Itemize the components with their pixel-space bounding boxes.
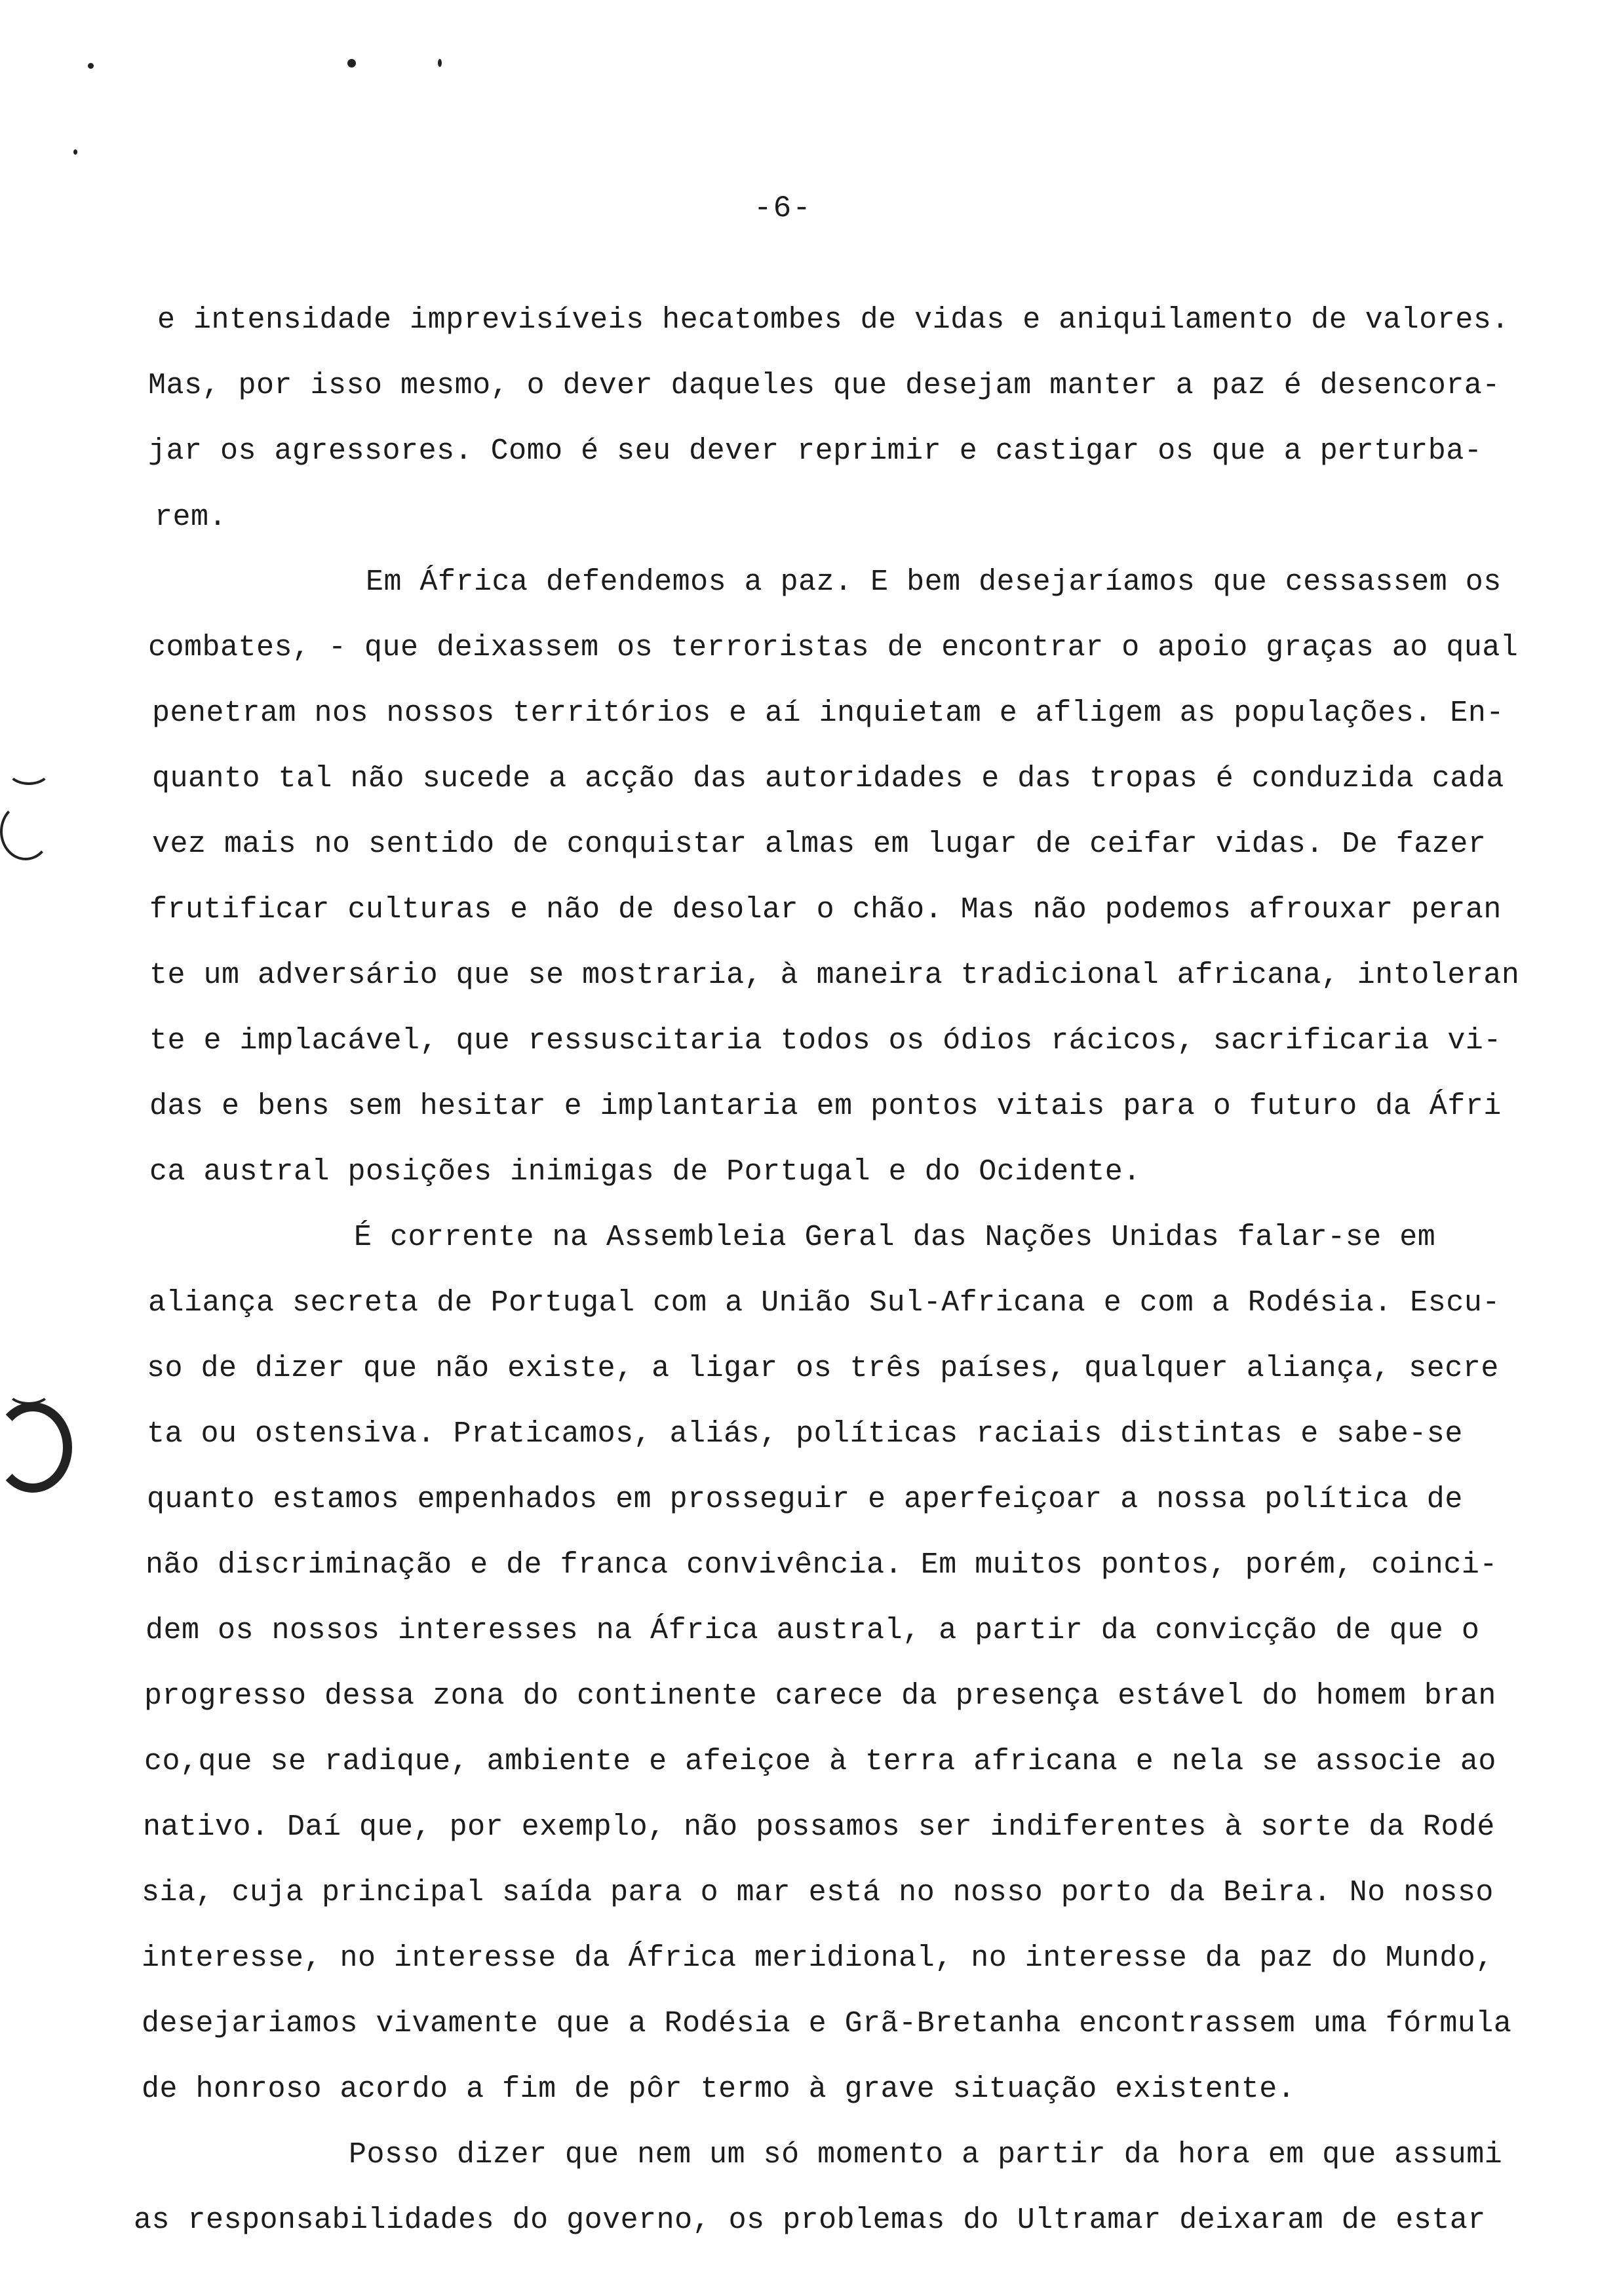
text-line: vez mais no sentido de conquistar almas em lugar de ceifar vidas. De fazer xyxy=(152,828,1487,861)
text-line: É corrente na Assembleia Geral das Nações Unidas falar-se em xyxy=(354,1221,1436,1254)
text-line: aliança secreta de Portugal com a União Sul-Africana e com a Rodésia. Escu- xyxy=(148,1286,1500,1320)
text-line: ca austral posições inimigas de Portugal e do Ocidente. xyxy=(149,1155,1141,1189)
text-line: ta ou ostensiva. Praticamos, aliás, políticas raciais distintas e sabe-se xyxy=(147,1417,1463,1451)
scan-mark xyxy=(88,63,94,69)
text-line: de honroso acordo a fim de pôr termo à grave situação existente. xyxy=(142,2073,1296,2106)
text-line: jar os agressores. Como é seu dever reprimir e castigar os que a perturba- xyxy=(148,434,1483,468)
text-line: te um adversário que se mostraria, à maneira tradicional africana, intoleran xyxy=(149,959,1520,992)
text-line: Posso dizer que nem um só momento a partir da hora em que assumi xyxy=(349,2138,1503,2172)
text-line: combates, - que deixassem os terroristas de encontrar o apoio graças ao qual xyxy=(148,631,1519,664)
text-line: desejariamos vivamente que a Rodésia e Grã-Bretanha encontrassem uma fórmula xyxy=(142,2007,1512,2040)
page-number: -6- xyxy=(754,191,812,225)
text-line: sia, cuja principal saída para o mar está no nosso porto da Beira. No nosso xyxy=(142,1876,1494,1909)
text-line: das e bens sem hesitar e implantaria em pontos vitais para o futuro da Áfri xyxy=(149,1090,1502,1123)
text-line: e intensidade imprevisíveis hecatombes de vidas e aniquilamento de valores. xyxy=(157,303,1509,337)
scan-mark xyxy=(347,59,356,67)
binding-mark xyxy=(7,1376,51,1405)
text-line: co,que se radique, ambiente e afeiçoe à terra africana e nela se associe ao xyxy=(144,1745,1496,1778)
text-line: quanto tal não sucede a acção das autoridades e das tropas é conduzida cada xyxy=(152,762,1504,795)
binding-mark xyxy=(0,1402,72,1493)
text-line: não discriminação e de franca convivência. Em muitos pontos, porém, coinci- xyxy=(146,1548,1498,1582)
text-line: nativo. Daí que, por exemplo, não possamos ser indiferentes à sorte da Rodé xyxy=(143,1810,1495,1844)
text-line: quanto estamos empenhados em prosseguir e aperfeiçoar a nossa política de xyxy=(147,1483,1463,1516)
text-line: Em África defendemos a paz. E bem desejaríamos que cessassem os xyxy=(366,565,1502,599)
text-line: so de dizer que não existe, a ligar os três países, qualquer aliança, secre xyxy=(147,1352,1499,1385)
text-line: rem. xyxy=(155,501,227,534)
text-line: te e implacável, que ressuscitaria todos os ódios rácicos, sacrificaria vi- xyxy=(149,1024,1502,1058)
text-line: Mas, por isso mesmo, o dever daqueles que desejam manter a paz é desencora- xyxy=(148,369,1500,402)
binding-mark xyxy=(7,754,51,785)
scan-mark xyxy=(438,59,442,67)
text-line: frutificar culturas e não de desolar o chão. Mas não podemos afrouxar peran xyxy=(149,893,1502,927)
text-line: progresso dessa zona do continente carece da presença estável do homem bran xyxy=(144,1679,1496,1713)
text-line: penetram nos nossos territórios e aí inquietam e afligem as populações. En- xyxy=(152,697,1504,730)
text-line: interesse, no interesse da África meridional, no interesse da paz do Mundo, xyxy=(142,1942,1494,1975)
text-line: as responsabilidades do governo, os problemas do Ultramar deixaram de estar xyxy=(134,2204,1486,2237)
scan-mark xyxy=(73,149,77,155)
text-line: dem os nossos interesses na África austral, a partir da convicção de que o xyxy=(146,1614,1480,1647)
binding-mark xyxy=(0,803,51,860)
